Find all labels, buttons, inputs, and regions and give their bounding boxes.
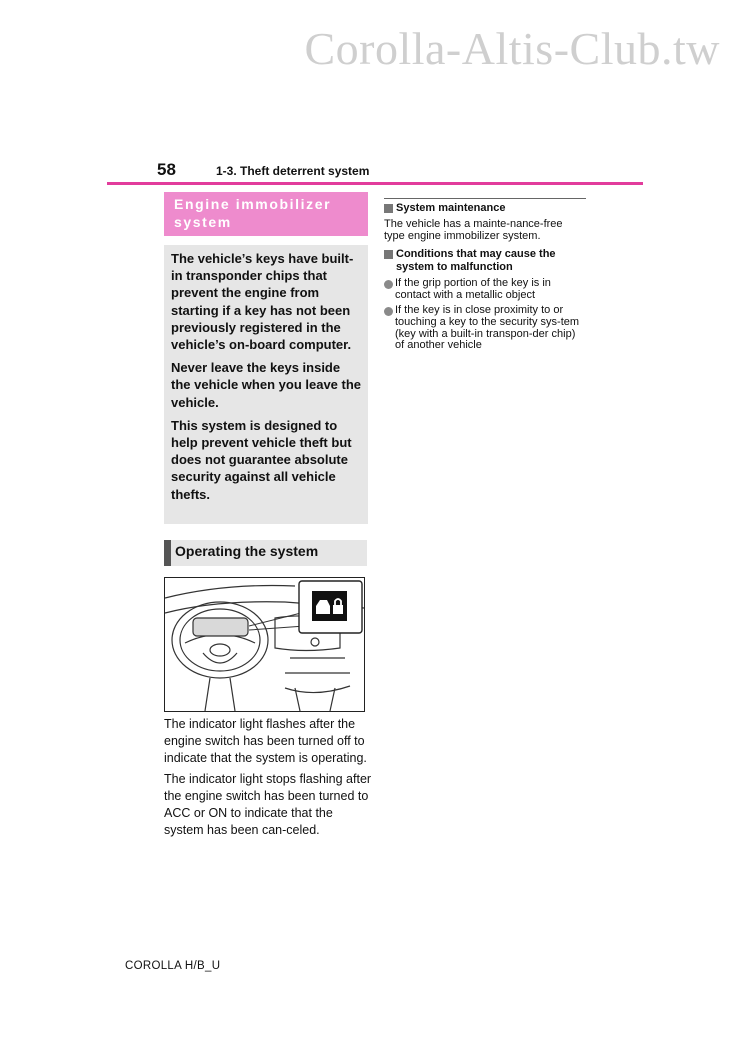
list-item — [384, 278, 586, 301]
right-divider — [384, 198, 586, 199]
intro-paragraph: Never leave the keys inside the vehicle when you leave the vehicle. — [171, 360, 362, 410]
list-item — [384, 305, 586, 351]
section-title: 1-3. Theft deterrent system — [216, 164, 370, 178]
intro-paragraph: This system is designed to help prevent vehicle theft but does not guarantee absolute security against all vehicle thefts. — [171, 417, 352, 502]
list-item-text: If the key is in close proximity to or touching a key to the security sys-tem (key with a built-in transpon-der chip) of another vehicle — [395, 304, 580, 352]
malfunction-heading-text: Conditions that may cause the system to malfunction — [396, 248, 556, 274]
footer-model: COROLLA H/B_U — [125, 960, 221, 972]
square-bullet-icon — [384, 204, 393, 213]
body-paragraph: The indicator light flashes after the engine switch has been turned off to indicate that the system is operating. — [164, 717, 367, 765]
body-paragraph: The indicator light stops flashing after the engine switch has been turned to ACC or ON to indicate that the system has been can-celed. — [164, 772, 372, 837]
square-bullet-icon — [384, 250, 393, 259]
page-number: 58 — [157, 160, 176, 179]
maintenance-heading-text: System maintenance — [396, 202, 506, 214]
security-lock-indicator-icon — [312, 591, 347, 621]
maintenance-text: The vehicle has a mainte-nance-free type engine immobilizer system. — [384, 218, 563, 242]
dashboard-illustration — [164, 577, 365, 712]
operating-system-heading: Operating the system — [164, 540, 367, 566]
engine-immobilizer-heading: Engine immobilizer system — [164, 192, 368, 236]
header-rule — [107, 182, 643, 185]
right-column — [384, 198, 586, 352]
list-item-text: If the grip portion of the key is in contact with a metallic object — [395, 277, 551, 301]
intro-paragraph: The vehicle’s keys have built-in transponder chips that prevent the engine from starting if a key has not been previously registered in the vehicle’s on-board computer. — [171, 251, 354, 353]
round-bullet-icon — [384, 280, 393, 289]
operating-body — [164, 716, 374, 843]
round-bullet-icon — [384, 307, 393, 316]
maintenance-heading — [384, 202, 586, 215]
malfunction-heading — [384, 248, 586, 274]
watermark: Corolla-Altis-Club.tw — [304, 23, 720, 74]
intro-box — [164, 245, 368, 524]
